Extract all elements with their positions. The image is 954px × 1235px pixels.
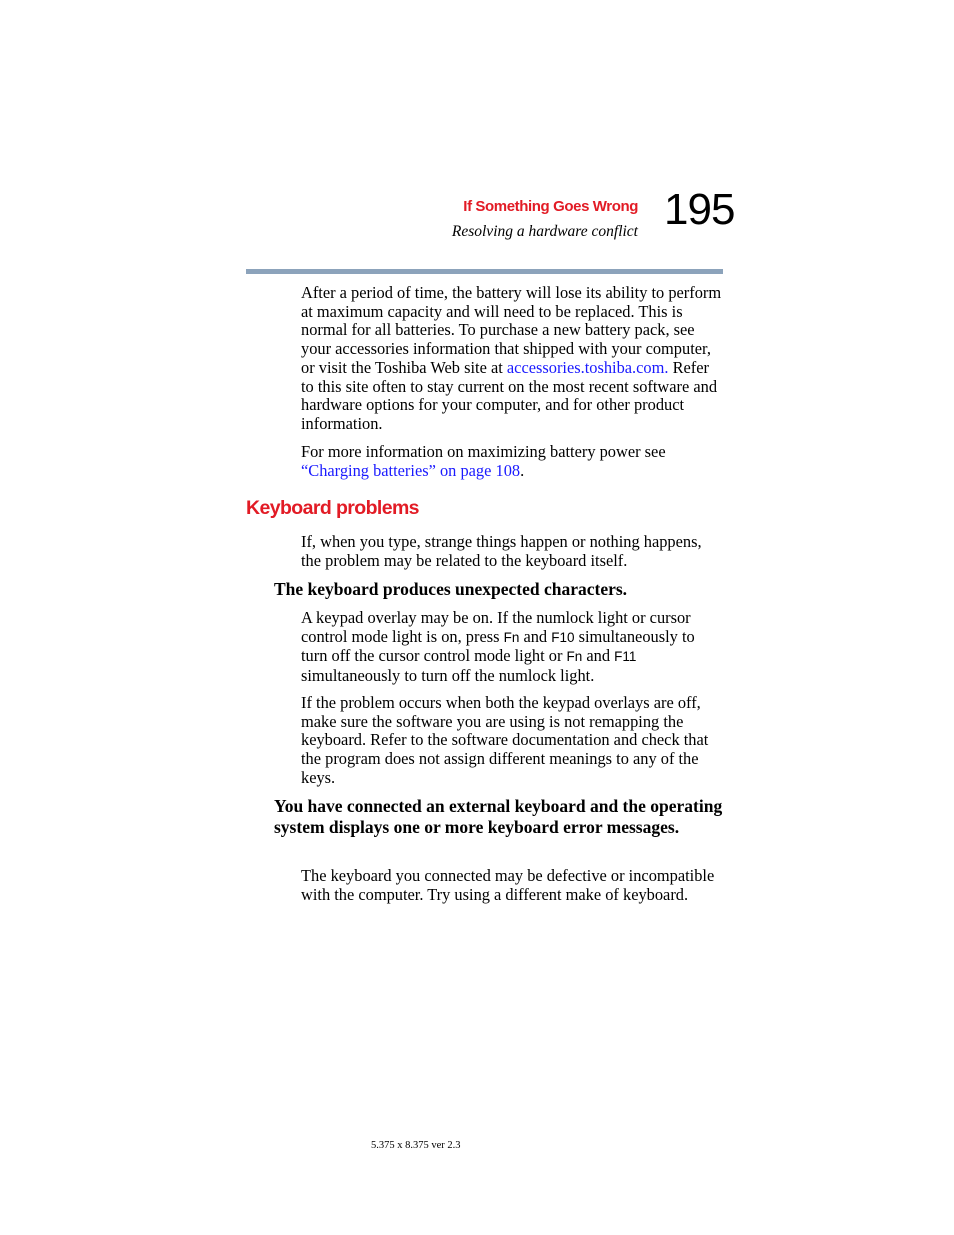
header-rule [246, 269, 723, 274]
battery-paragraph-tail: Refer to this site often to stay current on the most recent software and hardware options for your computer, and for other product information. [301, 357, 718, 433]
page-footer: 5.375 x 8.375 ver 2.3 [371, 1140, 461, 1151]
keyboard-problems-heading: Keyboard problems [246, 497, 419, 519]
running-header-chapter: If Something Goes Wrong [463, 198, 638, 215]
remapping-paragraph: If the problem occurs when both the keypad overlays are off, make sure the software you are using is not remapping the keyboard. Refer to the software documentation and check that the program does not assign different meanings to any of the keys. [301, 693, 709, 787]
running-header-section: Resolving a hardware conflict [451, 223, 638, 240]
external-keyboard-heading: You have connected an external keyboard and the operating system displays one or more keyboard error messages. [274, 796, 723, 837]
keypad-text-d: and [582, 646, 615, 666]
charging-batteries-link[interactable]: “Charging batteries” on page 108 [301, 460, 521, 480]
key-f11: F11 [614, 649, 637, 665]
keypad-text-a: A keypad overlay may be on. If the numlock light or cursor control mode light is on, press [301, 608, 691, 646]
battery-paragraph-text: After a period of time, the battery will lose its ability to perform at maximum capacity and will need to be replaced. This is normal for all batteries. To purchase a new battery pack, see your accessories information that shipped with your computer, or visit the Toshiba Web site at [301, 283, 722, 377]
accessories-link[interactable]: accessories.toshiba.com. [506, 357, 669, 377]
key-fn: Fn [503, 629, 520, 645]
key-fn-2: Fn [566, 649, 583, 665]
defective-keyboard-paragraph: The keyboard you connected may be defective or incompatible with the computer. Try using a different make of keyboard. [301, 866, 715, 904]
page-number: 195 [664, 185, 735, 234]
battery-info-paragraph [301, 443, 723, 480]
keypad-text-c: simultaneously to turn off the cursor control mode light or [301, 626, 695, 666]
keypad-overlay-paragraph [301, 609, 723, 686]
unexpected-characters-heading: The keyboard produces unexpected characters. [274, 579, 628, 599]
key-f10: F10 [551, 629, 575, 645]
battery-paragraph [301, 284, 723, 434]
battery-info-text: For more information on maximizing battery power see [301, 442, 666, 461]
keypad-text-e: simultaneously to turn off the numlock light. [301, 666, 595, 686]
battery-info-tail: . [520, 460, 525, 480]
keyboard-intro-paragraph: If, when you type, strange things happen or nothing happens, the problem may be related to the keyboard itself. [301, 532, 702, 570]
keypad-text-b: and [519, 626, 552, 646]
